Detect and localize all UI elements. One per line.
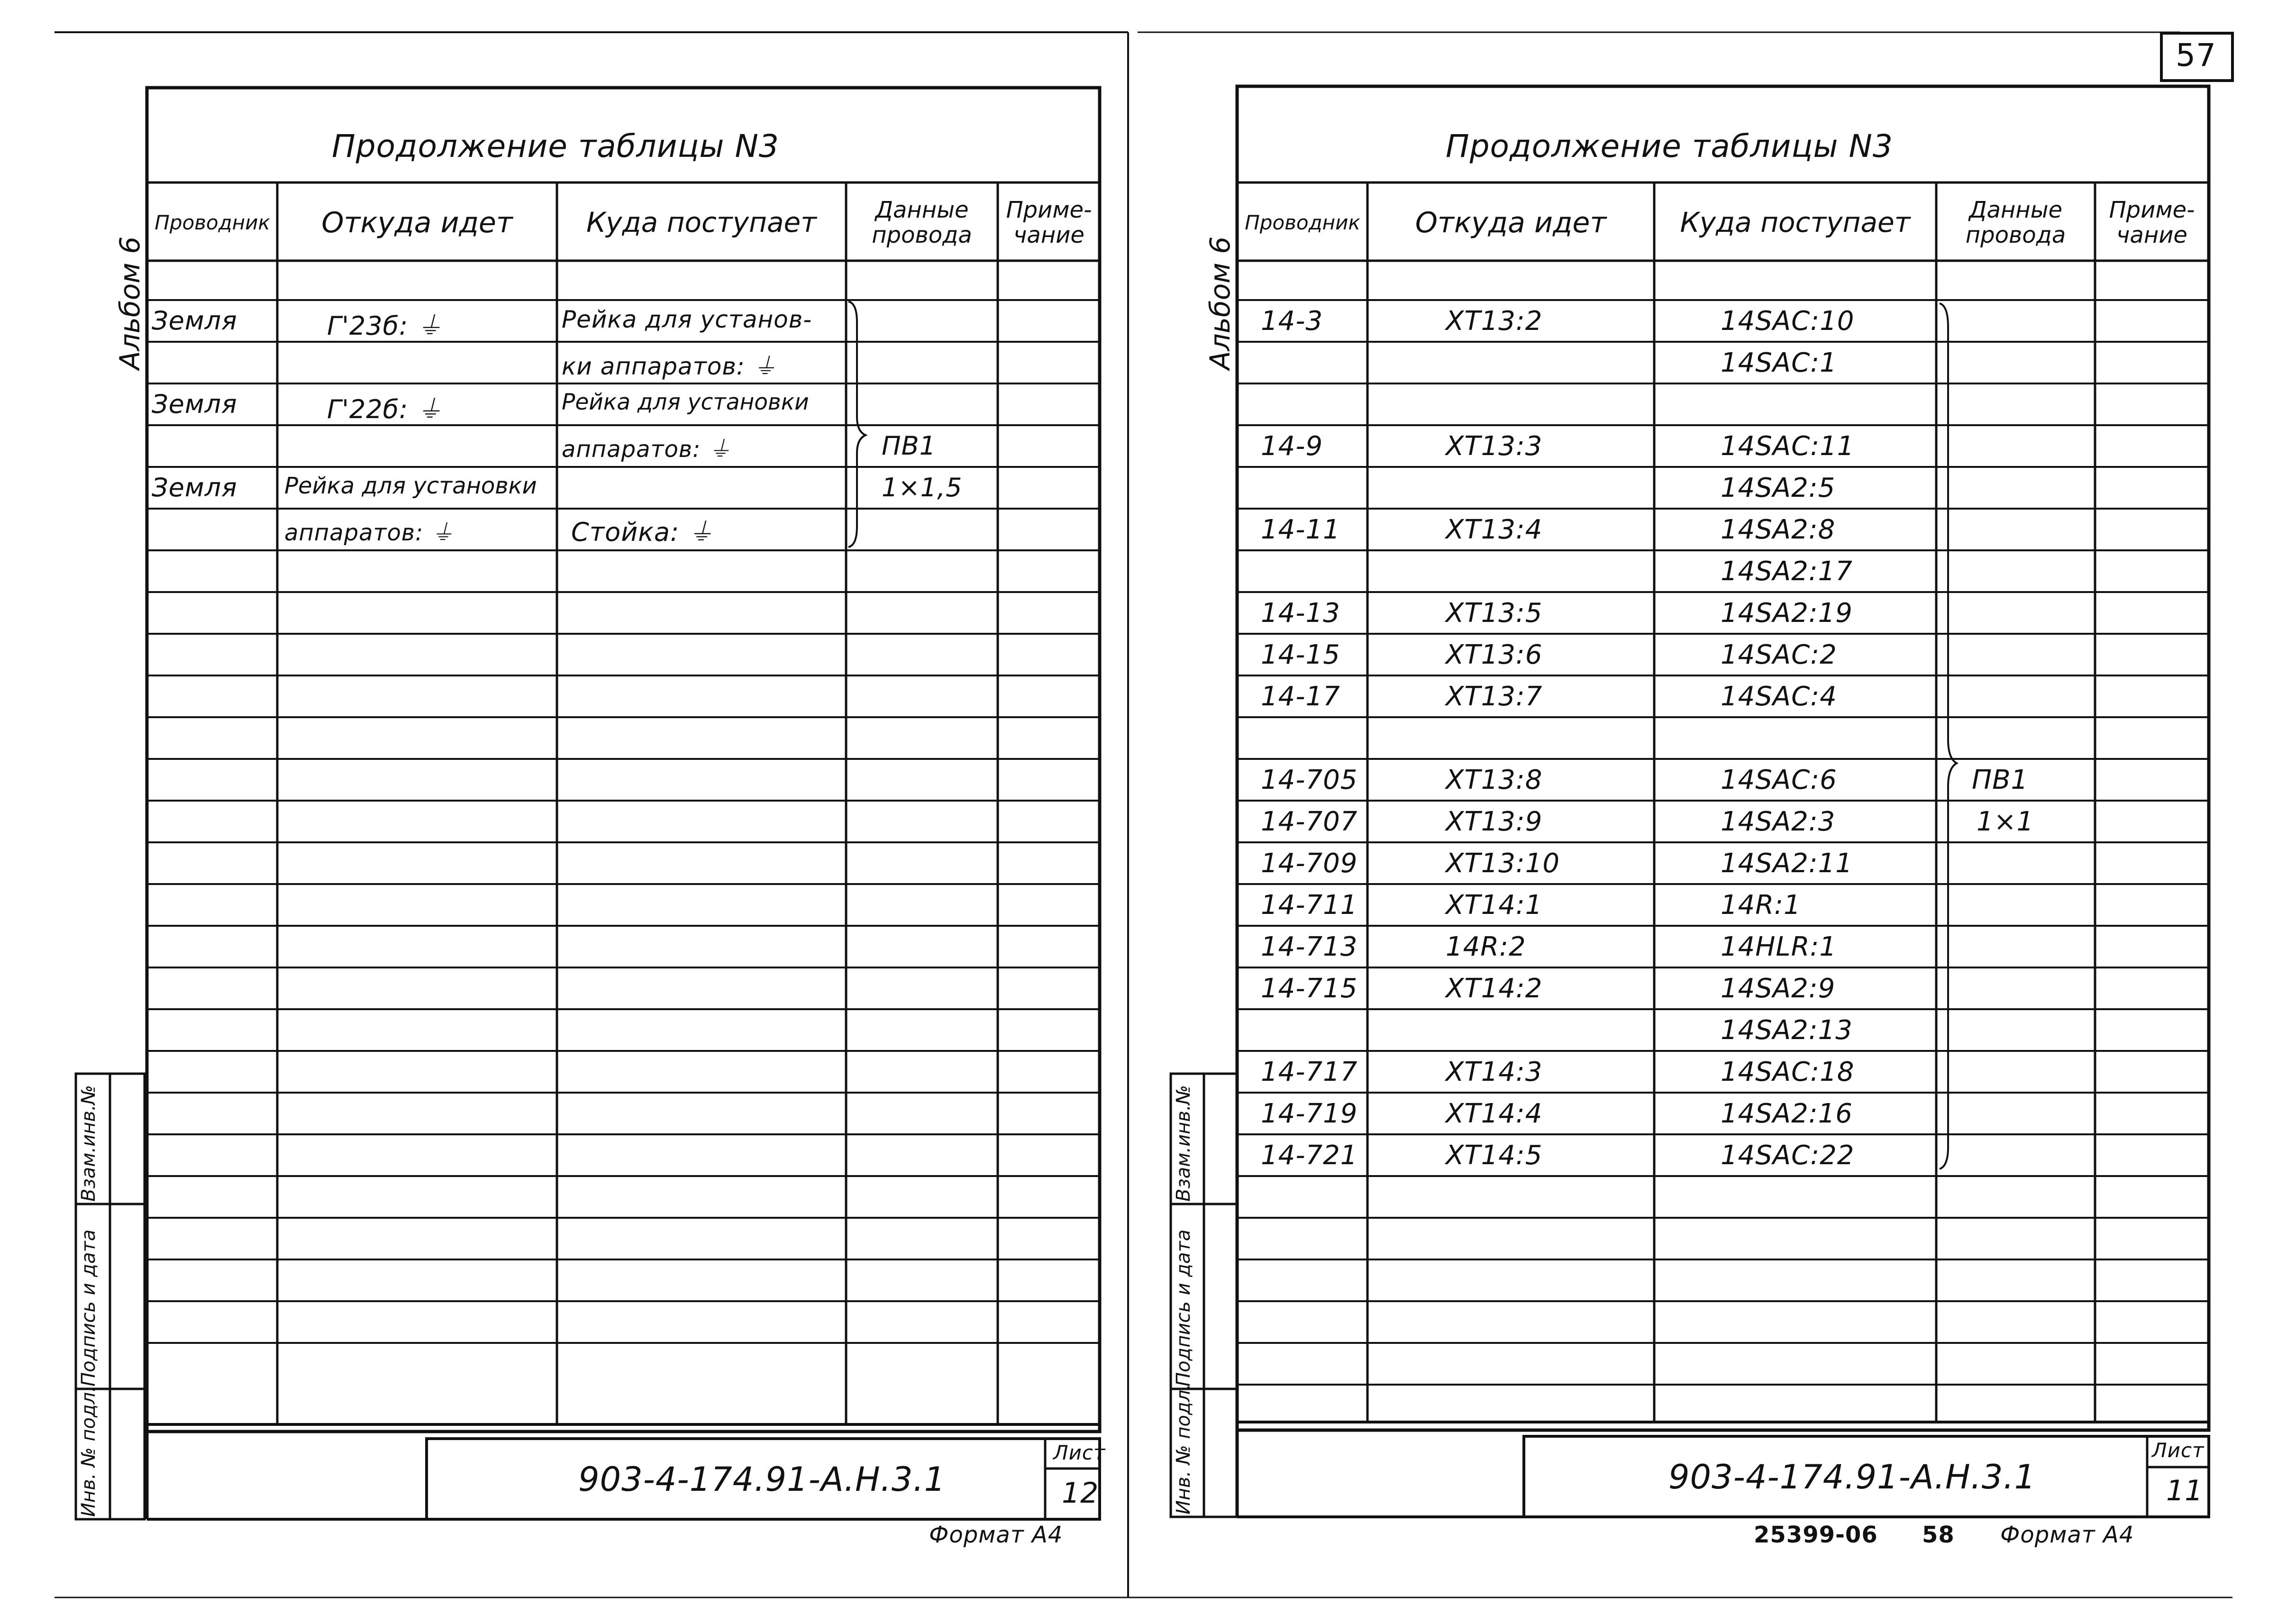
- right-row-6-to: 14SA2:17: [1721, 556, 1853, 587]
- right-row-7-conductor: 14-13: [1261, 598, 1340, 629]
- right-row-11-conductor: 14-707: [1261, 806, 1358, 837]
- left-row-1-from: Г'23б: ⏚: [327, 311, 443, 341]
- right-row-15-to: 14SA2:9: [1721, 973, 1836, 1004]
- right-stamp-sign-date: Подпись и дата: [1173, 1229, 1194, 1387]
- left-row-1-conductor: Земля: [152, 306, 237, 336]
- right-row-11-from: XT13:9: [1446, 806, 1543, 837]
- right-footer-archive-number: 25399-06: [1754, 1522, 1878, 1548]
- right-row-4-to: 14SA2:5: [1721, 473, 1836, 503]
- right-row-14-conductor: 14-713: [1261, 931, 1358, 962]
- right-row-12-from: XT13:10: [1446, 848, 1560, 879]
- right-header-wire-data: Данные провода: [1965, 197, 2066, 248]
- left-stamp-sign-date: Подпись и дата: [78, 1229, 100, 1387]
- right-row-14-from: 14R:2: [1446, 931, 1526, 962]
- left-row-2-to: ки аппаратов: ⏚: [562, 353, 777, 380]
- right-row-10-to: 14SAC:6: [1721, 765, 1837, 795]
- left-row-5-from: Рейка для установки: [284, 473, 537, 499]
- right-row-8-conductor: 14-15: [1261, 639, 1340, 670]
- left-header-wire-data: Данные провода: [872, 197, 972, 248]
- left-row-5-conductor: Земля: [152, 473, 237, 502]
- left-row-1-to: Рейка для установ-: [562, 306, 812, 333]
- right-row-5-conductor: 14-11: [1261, 514, 1340, 545]
- right-row-18-to: 14SA2:16: [1721, 1098, 1853, 1129]
- right-row-16-to: 14SA2:13: [1721, 1015, 1853, 1046]
- right-row-8-from: XT13:6: [1446, 639, 1543, 670]
- right-row-13-from: XT14:1: [1446, 890, 1543, 921]
- right-wire-section: 1×1: [1977, 806, 2034, 837]
- right-album-label: Альбом 6: [1204, 236, 1236, 370]
- right-row-12-conductor: 14-709: [1261, 848, 1358, 879]
- right-list-label: Лист: [2152, 1439, 2205, 1462]
- left-wire-type: ПВ1: [882, 431, 937, 461]
- right-row-13-to: 14R:1: [1721, 890, 1801, 921]
- right-footer-page: 58: [1922, 1522, 1955, 1548]
- left-row-4-to: аппаратов: ⏚: [562, 436, 732, 463]
- right-row-17-conductor: 14-717: [1261, 1057, 1358, 1087]
- right-row-3-from: XT13:3: [1446, 431, 1543, 462]
- right-row-5-to: 14SA2:8: [1721, 514, 1836, 545]
- right-row-9-from: XT13:7: [1446, 681, 1543, 712]
- right-header-from: Откуда идет: [1415, 206, 1607, 239]
- right-row-17-to: 14SAC:18: [1721, 1057, 1855, 1087]
- left-header-from: Откуда идет: [321, 206, 513, 239]
- left-album-label: Альбом 6: [114, 236, 146, 370]
- left-table-title: Продолжение таблицы N3: [332, 128, 779, 164]
- right-row-3-to: 14SAC:11: [1721, 431, 1855, 462]
- right-row-10-conductor: 14-705: [1261, 765, 1358, 795]
- left-header-to: Куда поступает: [586, 206, 817, 239]
- left-row-3-from: Г'22б: ⏚: [327, 394, 443, 424]
- right-row-10-from: XT13:8: [1446, 765, 1543, 795]
- right-row-1-to: 14SAC:10: [1721, 306, 1855, 337]
- right-row-17-from: XT14:3: [1446, 1057, 1543, 1087]
- right-row-8-to: 14SAC:2: [1721, 639, 1837, 670]
- right-row-12-to: 14SA2:11: [1721, 848, 1853, 879]
- right-row-3-conductor: 14-9: [1261, 431, 1323, 462]
- left-stamp-replace-inv: Взам.инв.№: [78, 1085, 100, 1202]
- left-header-conductor: Проводник: [155, 210, 270, 234]
- right-row-1-from: XT13:2: [1446, 306, 1543, 337]
- right-row-7-from: XT13:5: [1446, 598, 1543, 629]
- right-row-18-conductor: 14-719: [1261, 1098, 1358, 1129]
- right-row-19-to: 14SAC:22: [1721, 1140, 1855, 1171]
- right-row-9-to: 14SAC:4: [1721, 681, 1837, 712]
- right-header-note: Приме- чание: [2109, 197, 2195, 248]
- right-row-18-from: XT14:4: [1446, 1098, 1543, 1129]
- left-list-number: 12: [1062, 1477, 1099, 1510]
- right-format: Формат А4: [2000, 1522, 2134, 1548]
- right-row-19-from: XT14:5: [1446, 1140, 1543, 1171]
- left-row-6-from: аппаратов: ⏚: [284, 520, 455, 546]
- left-row-6-to: Стойка: ⏚: [571, 517, 714, 547]
- left-list-label: Лист: [1053, 1441, 1106, 1464]
- right-row-11-to: 14SA2:3: [1721, 806, 1836, 837]
- right-doc-code: 903-4-174.91-А.Н.3.1: [1668, 1458, 2036, 1496]
- right-row-13-conductor: 14-711: [1261, 890, 1358, 921]
- left-row-3-conductor: Земля: [152, 389, 237, 419]
- left-header-note: Приме- чание: [1006, 197, 1092, 248]
- right-row-5-from: XT13:4: [1446, 514, 1543, 545]
- left-row-3-to: Рейка для установки: [562, 389, 809, 415]
- right-row-9-conductor: 14-17: [1261, 681, 1340, 712]
- right-header-conductor: Проводник: [1245, 210, 1360, 234]
- right-stamp-inv-no: Инв. № подл.: [1173, 1384, 1194, 1515]
- right-row-14-to: 14HLR:1: [1721, 931, 1837, 962]
- left-doc-code: 903-4-174.91-А.Н.3.1: [578, 1460, 946, 1499]
- right-list-number: 11: [2166, 1474, 2204, 1507]
- left-format: Формат А4: [929, 1522, 1063, 1548]
- right-stamp-replace-inv: Взам.инв.№: [1173, 1085, 1194, 1202]
- right-row-19-conductor: 14-721: [1261, 1140, 1358, 1171]
- left-stamp-inv-no: Инв. № подл.: [78, 1386, 100, 1517]
- right-row-15-from: XT14:2: [1446, 973, 1543, 1004]
- right-row-15-conductor: 14-715: [1261, 973, 1358, 1004]
- right-header-to: Куда поступает: [1680, 206, 1911, 239]
- right-row-2-to: 14SAC:1: [1721, 347, 1837, 378]
- right-row-7-to: 14SA2:19: [1721, 598, 1853, 629]
- right-row-1-conductor: 14-3: [1261, 306, 1323, 337]
- left-wire-section: 1×1,5: [882, 473, 963, 502]
- right-wire-type: ПВ1: [1972, 765, 2029, 795]
- right-table-title: Продолжение таблицы N3: [1446, 128, 1893, 164]
- sheet-number: 57: [2176, 37, 2216, 73]
